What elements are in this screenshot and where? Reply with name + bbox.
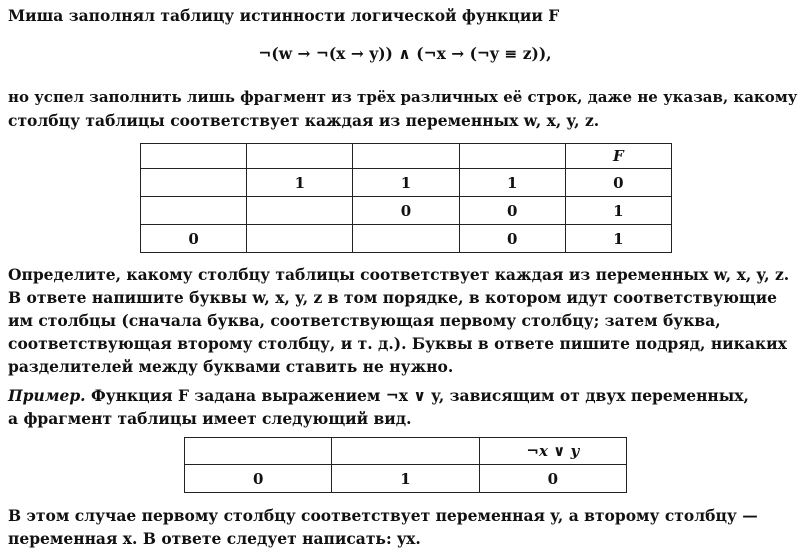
function-formula: ¬(w → ¬(x → y)) ∧ (¬x → (¬y ≡ z)), [258, 44, 552, 63]
table-cell: 0 [479, 465, 626, 493]
table-row [141, 197, 672, 225]
table-cell [141, 169, 247, 197]
table-row [141, 169, 672, 197]
example-header-cell-2 [332, 438, 479, 465]
table-cell: 1 [247, 169, 353, 197]
table-cell [247, 225, 353, 253]
table-cell: 0 [459, 225, 565, 253]
table-cell: 1 [565, 225, 671, 253]
table-cell: 1 [353, 169, 459, 197]
task-line-3: им столбцы (сначала буква, соответствующая первому столбцу; затем буква, [8, 311, 721, 330]
example-table [184, 437, 627, 493]
example-header-cell-1 [185, 438, 332, 465]
table-cell [141, 197, 247, 225]
table-cell [247, 197, 353, 225]
table-cell: 1 [332, 465, 479, 493]
table-cell: 1 [459, 169, 565, 197]
table-row [185, 465, 627, 493]
table-cell: 0 [565, 169, 671, 197]
conclusion-line-2: переменная x. В ответе следует написать: yx. [8, 529, 421, 548]
example-line-2: а фрагмент таблицы имеет следующий вид. [8, 409, 412, 428]
table-cell: 0 [459, 197, 565, 225]
table-cell: 0 [185, 465, 332, 493]
example-line-1-text: Функция F задана выражением ¬x ∨ y, зависящим от двух переменных, [85, 386, 749, 405]
table-cell [353, 225, 459, 253]
truth-table-header-row [141, 144, 672, 169]
header-cell-2 [247, 144, 353, 169]
header-cell-3 [353, 144, 459, 169]
example-header-cell-function: ¬x ∨ y [479, 438, 626, 465]
intro-line-2: но успел заполнить лишь фрагмент из трёх различных её строк, даже не указав, какому [8, 88, 798, 106]
intro-line-3: столбцу таблицы соответствует каждая из переменных w, x, y, z. [8, 111, 600, 130]
table-cell: 1 [565, 197, 671, 225]
header-cell-4 [459, 144, 565, 169]
task-line-4: соответствующая второму столбцу, и т. д.). Буквы в ответе пишите подряд, никаких [8, 334, 787, 353]
conclusion-line-1: В этом случае первому столбцу соответствует переменная y, а второму столбцу — [8, 506, 758, 525]
table-cell: 0 [353, 197, 459, 225]
example-line-1 [8, 386, 749, 405]
table-cell: 0 [141, 225, 247, 253]
table-row [141, 225, 672, 253]
example-label: Пример. [8, 386, 86, 405]
task-line-5: разделителей между буквами ставить не нужно. [8, 357, 454, 376]
example-header-row [185, 438, 627, 465]
intro-line-1: Миша заполнял таблицу истинности логической функции F [8, 6, 560, 25]
header-cell-1 [141, 144, 247, 169]
task-line-1: Определите, какому столбцу таблицы соответствует каждая из переменных w, x, y, z. [8, 265, 790, 284]
header-cell-f: F [565, 144, 671, 169]
truth-table-fragment [140, 143, 672, 253]
task-line-2: В ответе напишите буквы w, x, y, z в том порядке, в котором идут соответствующие [8, 288, 778, 307]
